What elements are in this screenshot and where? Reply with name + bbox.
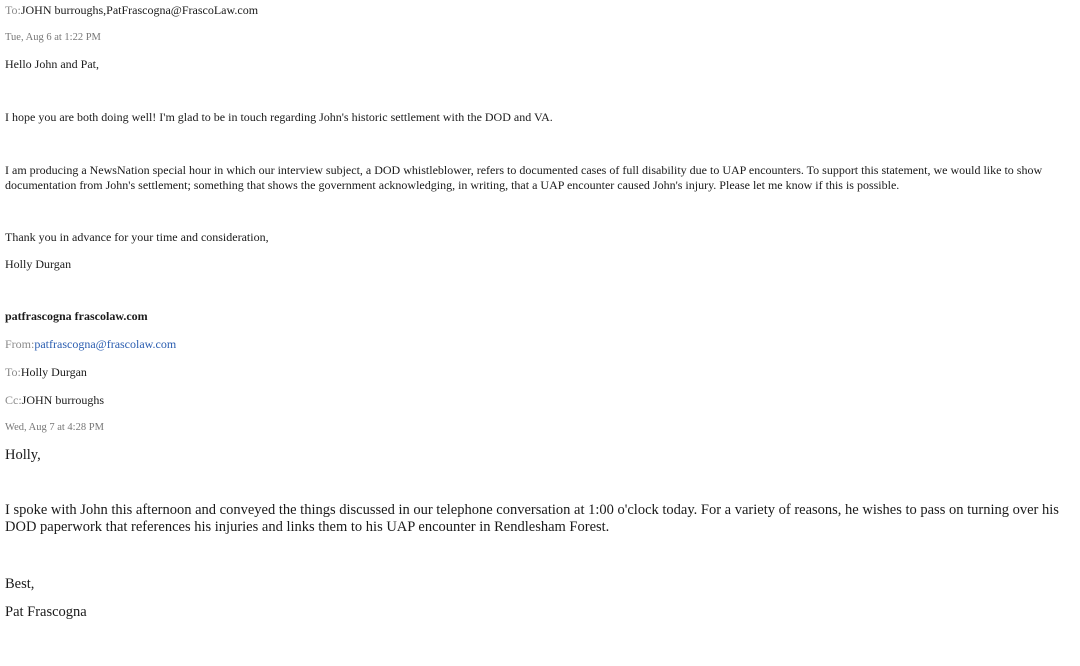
email2-signature: Pat Frascogna (5, 604, 87, 620)
email2-from-row (5, 337, 176, 352)
email1-timestamp: Tue, Aug 6 at 1:22 PM (5, 32, 101, 43)
email1-signature: Holly Durgan (5, 257, 72, 271)
to-recipients[interactable]: JOHN burroughs,PatFrascogna@FrascoLaw.com (20, 3, 259, 17)
from-label: From: (5, 337, 35, 351)
email2-closing: Best, (5, 576, 35, 592)
to-label: To: (5, 365, 21, 379)
email2-greeting: Holly, (5, 447, 41, 463)
email1-paragraph-3: Thank you in advance for your time and consideration, (5, 230, 269, 244)
email2-paragraph-1: I spoke with John this afternoon and conveyed the things discussed in our telephone conversation at 1:00 o'clock today. For a variety of reasons, he wishes to pass on turning over his DOD paperwork that references his injuries and links them to his UAP encounter in Rendlesham Forest. (5, 502, 1059, 535)
email2-to-row (5, 365, 87, 380)
cc-label: Cc: (5, 393, 22, 407)
email2-sender-name: patfrascogna frascolaw.com (5, 309, 148, 323)
email2-timestamp: Wed, Aug 7 at 4:28 PM (5, 422, 104, 433)
email1-to-row (5, 3, 258, 18)
to-label: To: (5, 3, 21, 17)
email1-paragraph-2: I am producing a NewsNation special hour in which our interview subject, a DOD whistleblower, refers to documented cases of full disability due to UAP encounters. To support this statement, we would like to show documentation from John's settlement; something that shows the government acknowledging, in writing, that a UAP encounter caused John's injury. Please let me know if this is possible. (5, 163, 1043, 192)
to-recipient[interactable]: Holly Durgan (20, 365, 87, 379)
from-email-link[interactable]: patfrascogna@frascolaw.com (34, 337, 177, 351)
email1-paragraph-1: I hope you are both doing well! I'm glad to be in touch regarding John's historic settlement with the DOD and VA. (5, 110, 553, 124)
email1-greeting: Hello John and Pat, (5, 57, 99, 71)
email2-cc-row (5, 393, 104, 408)
cc-recipient[interactable]: JOHN burroughs (21, 393, 105, 407)
